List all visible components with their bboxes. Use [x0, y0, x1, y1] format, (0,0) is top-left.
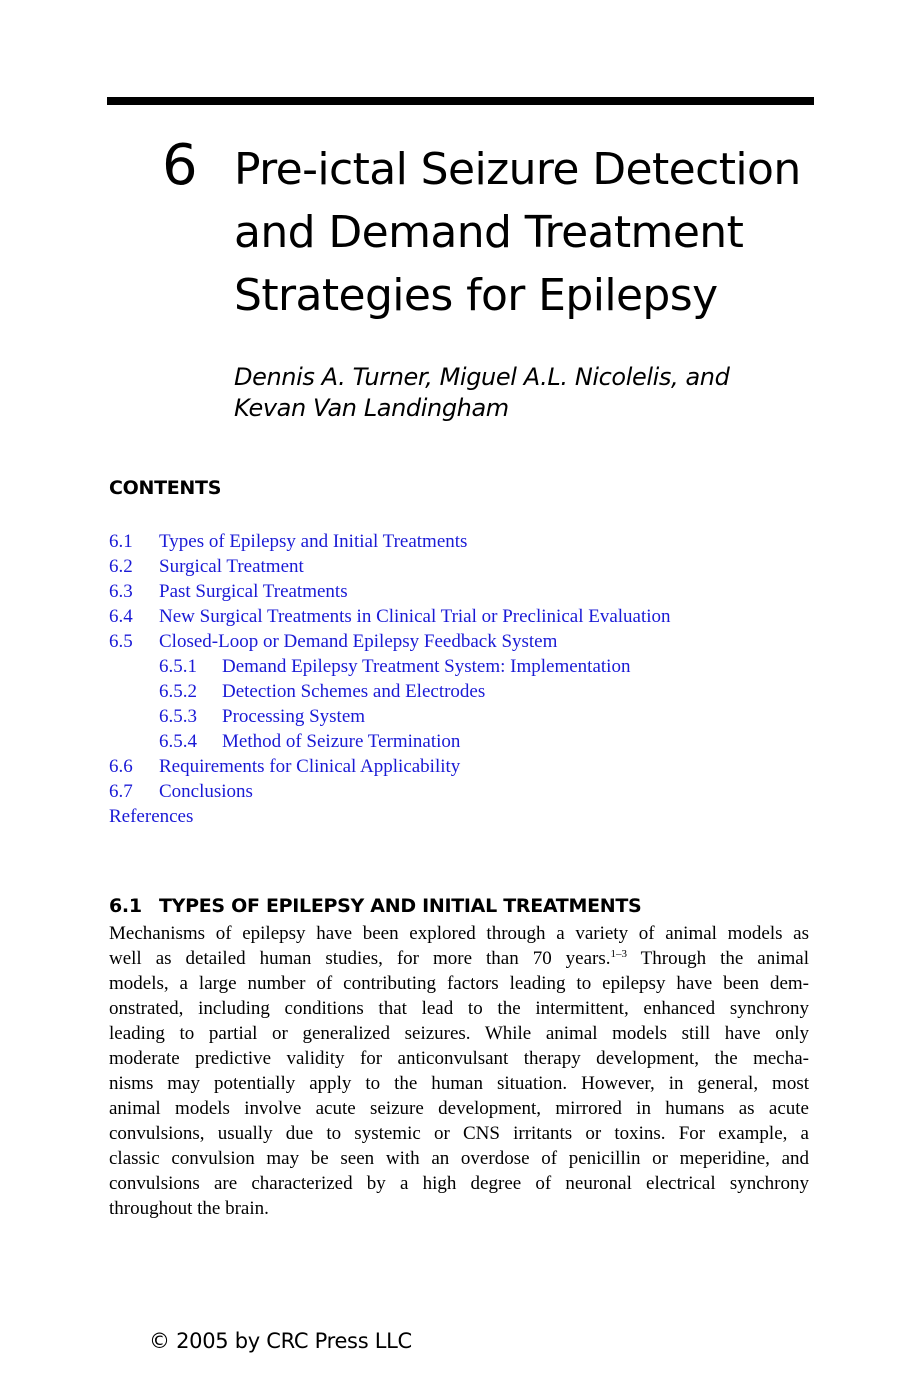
paragraph-text: Through the animal — [627, 948, 809, 969]
chapter-title-line: Pre-ictal Seizure Detection — [234, 144, 801, 195]
toc-number: 6.5 — [109, 631, 133, 652]
toc-number: 6.2 — [109, 556, 133, 577]
paragraph-line: classic convulsion may be seen with an overdose of penicillin or meperidine, and — [109, 1148, 809, 1169]
chapter-title — [234, 138, 834, 327]
toc-link-6-6[interactable] — [109, 754, 829, 779]
toc-label: Processing System — [222, 706, 366, 727]
toc-label: Conclusions — [159, 781, 253, 802]
toc-label: Surgical Treatment — [159, 556, 304, 577]
toc-number: 6.7 — [109, 781, 133, 802]
paragraph-line: animal models involve acute seizure development, mirrored in humans as acute — [109, 1098, 809, 1119]
toc-link-6-3[interactable] — [109, 579, 829, 604]
toc-number: 6.1 — [109, 531, 133, 552]
paragraph-line: Mechanisms of epilepsy have been explored through a variety of animal models as — [109, 923, 809, 944]
paragraph-line: models, a large number of contributing factors leading to epilepsy have been dem- — [109, 973, 809, 994]
toc-label: New Surgical Treatments in Clinical Trial or Preclinical Evaluation — [159, 606, 671, 627]
toc-label: Detection Schemes and Electrodes — [222, 681, 486, 702]
chapter-title-line: Strategies for Epilepsy — [234, 270, 718, 321]
paragraph-line: convulsions, usually due to systemic or CNS irritants or toxins. For example, a — [109, 1123, 809, 1144]
toc-number: 6.5.1 — [159, 656, 197, 677]
toc-link-6-5-1[interactable] — [109, 654, 829, 679]
table-of-contents — [109, 529, 829, 829]
toc-label: Method of Seizure Termination — [222, 731, 461, 752]
copyright-footer: © 2005 by CRC Press LLC — [149, 1329, 412, 1353]
paragraph-line — [109, 946, 809, 971]
paragraph-line: convulsions are characterized by a high degree of neuronal electrical synchrony — [109, 1173, 809, 1194]
toc-number: 6.5.3 — [159, 706, 197, 727]
toc-link-6-1[interactable] — [109, 529, 829, 554]
toc-link-6-2[interactable] — [109, 554, 829, 579]
contents-heading: CONTENTS — [109, 477, 222, 499]
toc-number: 6.3 — [109, 581, 133, 602]
toc-link-6-7[interactable] — [109, 779, 829, 804]
authors-line: Dennis A. Turner, Miguel A.L. Nicolelis, and — [234, 363, 730, 391]
section-body-paragraph — [109, 921, 809, 1221]
authors-line: Kevan Van Landingham — [234, 394, 509, 422]
paragraph-line: moderate predictive validity for anticonvulsant therapy development, the mecha- — [109, 1048, 809, 1069]
toc-number: 6.5.4 — [159, 731, 197, 752]
paragraph-line: leading to partial or generalized seizures. While animal models still have only — [109, 1023, 809, 1044]
paragraph-line: onstrated, including conditions that lead to the intermittent, enhanced synchrony — [109, 998, 809, 1019]
paragraph-line: throughout the brain. — [109, 1198, 269, 1219]
chapter-top-rule — [107, 97, 814, 105]
toc-link-6-5-2[interactable] — [109, 679, 829, 704]
paragraph-line: nisms may potentially apply to the human situation. However, in general, most — [109, 1073, 809, 1094]
toc-link-6-5-3[interactable] — [109, 704, 829, 729]
section-title: TYPES OF EPILEPSY AND INITIAL TREATMENTS — [159, 894, 642, 917]
chapter-authors — [234, 362, 834, 424]
toc-label: Past Surgical Treatments — [159, 581, 348, 602]
toc-number: 6.6 — [109, 756, 133, 777]
toc-label: References — [109, 806, 194, 827]
toc-link-6-5-4[interactable] — [109, 729, 829, 754]
toc-link-references[interactable] — [109, 804, 829, 829]
toc-label: Closed-Loop or Demand Epilepsy Feedback System — [159, 631, 558, 652]
toc-label: Demand Epilepsy Treatment System: Implementation — [222, 656, 631, 677]
toc-number: 6.4 — [109, 606, 133, 627]
toc-link-6-5[interactable] — [109, 629, 829, 654]
toc-label: Requirements for Clinical Applicability — [159, 756, 461, 777]
section-number: 6.1 — [109, 894, 142, 917]
toc-number: 6.5.2 — [159, 681, 197, 702]
toc-label: Types of Epilepsy and Initial Treatments — [159, 531, 468, 552]
chapter-number: 6 — [162, 133, 196, 198]
toc-link-6-4[interactable] — [109, 604, 829, 629]
section-heading — [109, 895, 641, 917]
footnote-reference[interactable]: 1–3 — [610, 948, 628, 960]
paragraph-text: well as detailed human studies, for more than 70 years. — [109, 948, 611, 969]
chapter-title-line: and Demand Treatment — [234, 207, 744, 258]
